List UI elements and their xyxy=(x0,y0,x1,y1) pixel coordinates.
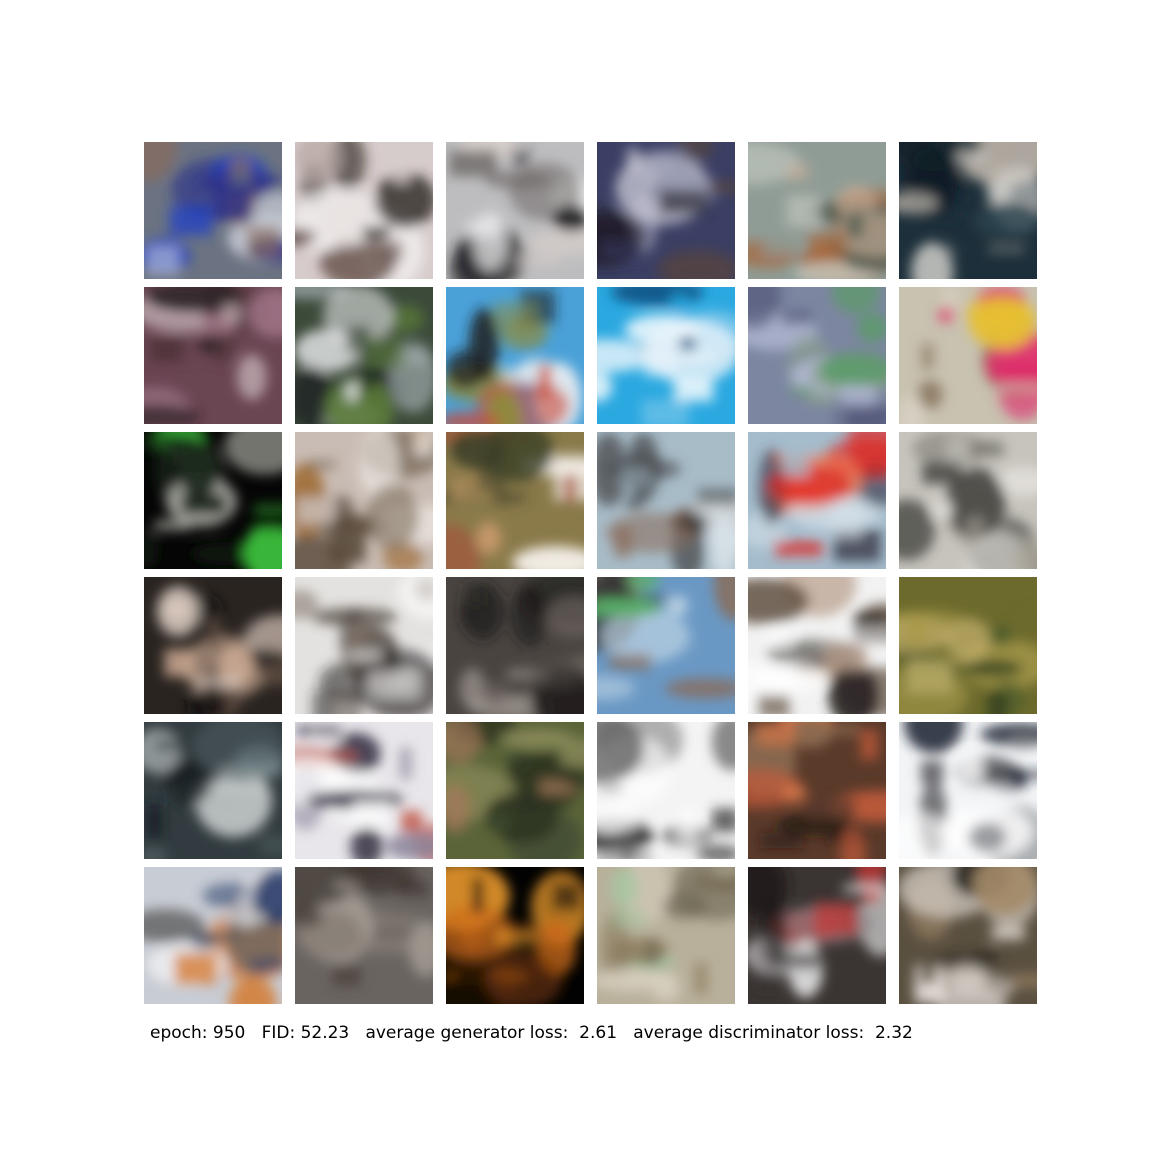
generated-sample-image xyxy=(295,867,433,1004)
generated-sample-image xyxy=(748,287,886,424)
generated-sample-tile xyxy=(597,287,735,424)
generated-sample-tile xyxy=(748,432,886,569)
generated-sample-tile xyxy=(748,867,886,1004)
generated-sample-tile xyxy=(144,432,282,569)
generated-sample-image xyxy=(748,722,886,859)
generated-sample-tile xyxy=(597,432,735,569)
generated-sample-image xyxy=(899,577,1037,714)
generated-sample-tile xyxy=(748,142,886,279)
generated-sample-image xyxy=(899,432,1037,569)
generated-sample-image xyxy=(748,867,886,1004)
generated-sample-image xyxy=(748,432,886,569)
generated-sample-image xyxy=(295,432,433,569)
generated-sample-tile xyxy=(446,142,584,279)
generated-sample-image xyxy=(446,432,584,569)
generated-sample-image xyxy=(899,142,1037,279)
generated-sample-tile xyxy=(899,577,1037,714)
generated-sample-tile xyxy=(144,867,282,1004)
generated-sample-image xyxy=(597,142,735,279)
generated-sample-tile xyxy=(144,142,282,279)
generated-sample-tile xyxy=(446,287,584,424)
generated-sample-tile xyxy=(446,867,584,1004)
generated-sample-tile xyxy=(899,867,1037,1004)
caption: epoch: 950 FID: 52.23 average generator loss: 2.61 average discriminator loss: 2.32 xyxy=(150,1023,913,1043)
generated-sample-tile xyxy=(144,722,282,859)
generated-sample-image xyxy=(446,722,584,859)
generated-sample-image xyxy=(446,577,584,714)
generated-sample-image xyxy=(295,142,433,279)
generated-sample-tile xyxy=(899,287,1037,424)
generated-sample-tile xyxy=(295,577,433,714)
generated-sample-tile xyxy=(899,432,1037,569)
generated-sample-image xyxy=(144,722,282,859)
generated-sample-tile xyxy=(295,432,433,569)
generated-sample-tile xyxy=(295,722,433,859)
generated-sample-image xyxy=(446,142,584,279)
generated-sample-tile xyxy=(295,142,433,279)
generated-sample-tile xyxy=(899,722,1037,859)
generated-sample-image xyxy=(748,142,886,279)
generated-sample-tile xyxy=(295,287,433,424)
generated-sample-tile xyxy=(446,432,584,569)
generated-sample-tile xyxy=(144,577,282,714)
generated-sample-tile xyxy=(748,577,886,714)
generated-sample-image xyxy=(144,867,282,1004)
generated-sample-tile xyxy=(295,867,433,1004)
generated-sample-tile xyxy=(597,722,735,859)
generated-sample-tile xyxy=(748,287,886,424)
generated-sample-image xyxy=(597,722,735,859)
generated-sample-image xyxy=(446,287,584,424)
generated-sample-image xyxy=(597,867,735,1004)
generated-sample-image xyxy=(597,432,735,569)
generated-sample-image xyxy=(295,577,433,714)
generated-sample-image xyxy=(295,722,433,859)
generated-sample-tile xyxy=(899,142,1037,279)
generated-sample-image xyxy=(899,287,1037,424)
generated-sample-image xyxy=(597,577,735,714)
generated-sample-image xyxy=(144,432,282,569)
sample-grid xyxy=(144,142,1037,1004)
generated-sample-image xyxy=(446,867,584,1004)
generated-sample-image xyxy=(899,722,1037,859)
generated-sample-image xyxy=(899,867,1037,1004)
generated-sample-image xyxy=(144,142,282,279)
generated-sample-tile xyxy=(597,577,735,714)
generated-sample-image xyxy=(295,287,433,424)
generated-sample-image xyxy=(144,287,282,424)
generated-sample-image xyxy=(144,577,282,714)
generated-sample-tile xyxy=(446,577,584,714)
generated-sample-image xyxy=(597,287,735,424)
generated-sample-tile xyxy=(748,722,886,859)
generated-sample-image xyxy=(748,577,886,714)
generated-sample-tile xyxy=(446,722,584,859)
generated-sample-tile xyxy=(597,142,735,279)
generated-sample-tile xyxy=(144,287,282,424)
generated-sample-tile xyxy=(597,867,735,1004)
